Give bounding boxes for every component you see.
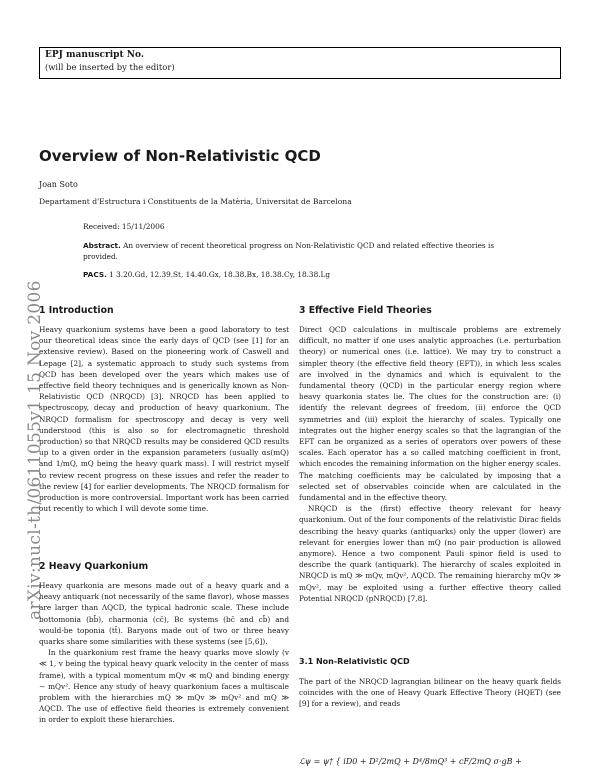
affiliation: Departament d'Estructura i Constituents de la Matèria, Universitat de Barcelona — [39, 197, 352, 206]
abstract-text: An overview of recent theoretical progress on Non-Relativistic QCD and related effective theories is provided. — [83, 241, 495, 261]
section-heading-heavy-quarkonium: 2 Heavy Quarkonium — [39, 561, 149, 572]
paper-title: Overview of Non-Relativistic QCD — [39, 147, 321, 165]
pacs-text: 1 3.20.Gd, 12.39.St, 14.40.Gx, 18.38.Bx, 18.38.Cy, 18.38.Lg — [109, 270, 331, 279]
author-name: Joan Soto — [39, 180, 78, 189]
paragraph: NRQCD is the (first) effective theory relevant for heavy quarkonium. Out of the four components of the relativistic Dirac fields describing the heavy quarks (antiquarks) only the upper (lower) are relevant for energies lower than mQ (no pair production is allowed anymore). Hence a two component Pauli spinor field is used to describe the quark (antiquark). The hierarchy of scales exploited in NRQCD is mQ ≫ mQv, mQv², ΛQCD. The remaining hierarchy mQv ≫ mQv², may be exploited using a further effective theory called Potential NRQCD (pNRQCD) [7,8]. — [299, 504, 561, 603]
paragraph: Direct QCD calculations in multiscale problems are extremely difficult, no matter if one uses analytic approaches (i.e. perturbation theory) or numerical ones (i.e. lattice). We may try to construct a simpler theory (the effective field theory (EFT)), in which less scales are involved in the dynamics and which is equivalent to the fundamental theory (QCD) in the particular energy region where heavy quarkonia states lie. The clues for the construction are: (i) identify the relevant degrees of freedom, (ii) enforce the QCD symmetries and (iii) exploit the hierarchy of scales. Typically one integrates out the higher energy scales so that the lagrangian of the EFT can be organized as a series of operators over powers of these scales. Each operator has a so called matching coefficient in front, which encodes the remaining information on the higher energy scales. The matching coefficients may be calculated by imposing that a selected set of observables coincide when are calculated in the fundamental and in the effective theory. — [299, 325, 561, 503]
nrqcd-body — [299, 676, 561, 710]
manuscript-label: EPJ manuscript No. — [45, 50, 144, 60]
introduction-body — [39, 324, 289, 514]
effective-field-theories-body — [299, 324, 561, 604]
section-heading-introduction: 1 Introduction — [39, 305, 114, 316]
subsection-heading-nrqcd: 3.1 Non-Relativistic QCD — [299, 657, 410, 666]
lagrangian-equation: ℒψ = ψ† { iD0 + D²/2mQ + D⁴/8mQ³ + cF/2mQ σ·gB + — [299, 757, 522, 766]
paragraph: The part of the NRQCD lagrangian bilinear on the heavy quark fields coincides with the one of Heavy Quark Effective Theory (HQET) (see [9] for a review), and reads — [299, 677, 561, 709]
manuscript-header-box — [39, 47, 561, 79]
paragraph: Heavy quarkonia are mesons made out of a heavy quark and a heavy antiquark (not necessarily of the same flavor), whose masses are larger than ΛQCD, the typical hadronic scale. These include bottomonia (bb̄), charmonia (cc̄), Bc systems (bc̄ and cb̄) and would-be toponia (tt̄). Baryons made out of two or three heavy quarks share some similarities with these systems (see [5,6]). — [39, 581, 289, 647]
section-heading-effective-field-theories: 3 Effective Field Theories — [299, 305, 432, 316]
abstract — [83, 240, 513, 262]
received-date: Received: 15/11/2006 — [83, 222, 165, 231]
heavy-quarkonium-body — [39, 580, 289, 726]
editor-note: (will be inserted by the editor) — [45, 62, 175, 72]
pacs-codes — [83, 270, 330, 279]
paragraph: In the quarkonium rest frame the heavy quarks move slowly (v ≪ 1, v being the typical heavy quark velocity in the center of mass frame), with a typical momentum mQv ≪ mQ and binding energy ∼ mQv². Hence any study of heavy quarkonium faces a multiscale problem with the hierarchies mQ ≫ mQv ≫ mQv² and mQ ≫ ΛQCD. The use of effective field theories is extremely convenient in order to exploit these hierarchies. — [39, 648, 289, 725]
arxiv-identifier: arXiv:nucl-th/0611055v1 15 Nov 2006 — [25, 280, 45, 620]
pacs-label: PACS. — [83, 270, 107, 279]
abstract-label: Abstract. — [83, 241, 121, 250]
paragraph: Heavy quarkonium systems have been a good laboratory to test our theoretical ideas since the early days of QCD (see [1] for an extensive review). Based on the pioneering work of Caswell and Lepage [2], a systematic approach to study such systems from QCD has been developed over the years which makes use of effective field theory techniques and is generically known as Non-Relativistic QCD (NRQCD) [3]. NRQCD has been applied to spectroscopy, decay and production of heavy quarkonium. The NRQCD formalism for spectroscopy and decay is very well understood (this is also so for electromagnetic threshold production) so that NRQCD results may be considered QCD results up to a given order in the expansion parameters (usually αs(mQ) and 1/mQ, mQ being the heavy quark mass). I will restrict myself to review recent progress on these issues and refer the reader to the review [4] for earlier developments. The NRQCD formalism for production is more controversial. Important work has been carried out recently to which I will devote some time. — [39, 325, 289, 514]
